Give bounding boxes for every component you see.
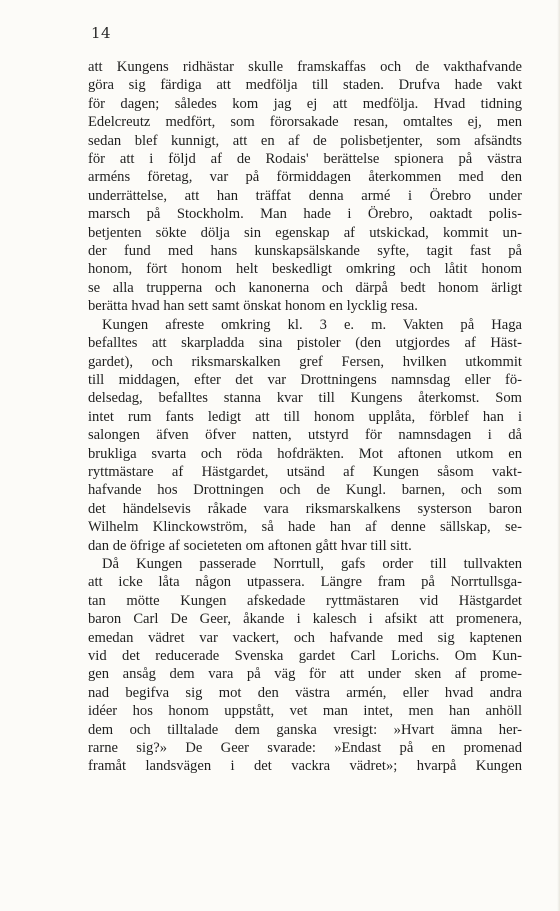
text-line: till middagen, efter det var Drottningens namnsdag eller fö- [88,371,522,388]
text-line: dem och tilltalade dem ganska vresigt: »Hvart ämna her- [88,721,522,738]
text-line: intet rum fants ledigt att till honom upplåta, förblef han i [88,408,522,425]
text-line: göra sig färdiga att medfölja till staden. Drufva hade vakt [88,77,522,94]
body-text [88,58,522,776]
text-line: emedan vädret var vackert, och hafvande med sig kaptenen [88,629,522,646]
text-line: idéer hos honom uppstått, vet man intet, men han anhöll [88,703,522,720]
text-line: delsedag, befalltes stanna kvar till Kungens återkomst. Som [88,390,522,407]
text-line: ryttmästare af Hästgardet, utsänd af Kungen såsom vakt- [88,463,522,480]
text-line: för att i följd af de Rodais' berättelse spionera på västra [88,151,522,168]
text-line: brukliga svarta och röda hofdräkten. Mot aftonen utkom en [88,445,522,462]
text-line: vid det reducerade Svenska gardet Carl Lorichs. Om Kun- [88,648,522,664]
text-line: tan mötte Kungen afskedade ryttmästaren vid Hästgardet [88,592,522,609]
text-line: se alla trupperna och kanonerna och därpå bedt honom ärligt [88,279,522,296]
text-line: för dagen; således kom jag ej att medfölja. Hvad tidning [88,95,522,112]
text-line: gardet), och riksmarskalken gref Fersen, hvilken utkommit [88,353,522,370]
text-line: marsch på Stockholm. Man hade i Örebro, oaktadt polis- [88,206,522,223]
text-line: framåt landsvägen i det vackra vädret»; hvarpå Kungen [88,758,522,775]
text-line: salongen äfven öfver natten, utstyrd för namnsdagen i då [88,427,522,444]
text-line: berätta hvad han sett samt önskat honom en lycklig resa. [88,298,418,315]
text-line: dan de öfrige af societeten om aftonen gått hvar till sitt. [88,537,412,554]
text-line: gen ansåg dem vara på väg för att under sken af prome- [88,666,522,683]
text-line: befalltes att skarpladda sina pistoler (den utgjordes af Häst- [88,335,522,352]
text-line: Wilhelm Klinckowström, så hade han af denne sällskap, se- [88,519,522,536]
text-line: underrättelse, att han träffat denna armé i Örebro under [88,187,522,204]
text-line: der fund med hans kunskapsälskande syfte, tagit fast på [88,243,522,260]
page-number: 14 [91,24,112,42]
text-line: hafvande hos Drottningen och de Kungl. barnen, och som [88,482,522,499]
text-line: Edelcreutz medfört, som förorsakade resan, omtaltes ej, men [88,114,522,131]
text-line: betjenten sökte dölja sin egenskap af utskickad, kommit un- [88,224,522,241]
text-line: att Kungens ridhästar skulle framskaffas och de vakthafvande [88,59,522,75]
text-line: baron Carl De Geer, åkande i kalesch i afsikt att promenera, [88,611,522,628]
text-line: arméns företag, var på förmiddagen återkommen med den [88,169,522,186]
text-line: honom, fört honom helt beskedligt omkring och låtit honom [88,261,522,278]
text-line: nad begifva sig mot den västra armén, eller hvad andra [88,684,522,701]
text-line: att icke låta någon utpassera. Längre fram på Norrtullsga- [88,574,522,591]
text-line: sedan blef kunnigt, att en af de polisbetjenter, som afsändts [88,132,522,149]
text-line: det händelsevis råkade vara riksmarskalkens systerson baron [88,500,522,517]
text-line: Då Kungen passerade Norrtull, gafs order till tullvakten [102,555,522,572]
text-line: Kungen afreste omkring kl. 3 e. m. Vakten på Haga [102,316,522,333]
text-line: rarne sig?» De Geer svarade: »Endast på en promenad [88,740,522,757]
